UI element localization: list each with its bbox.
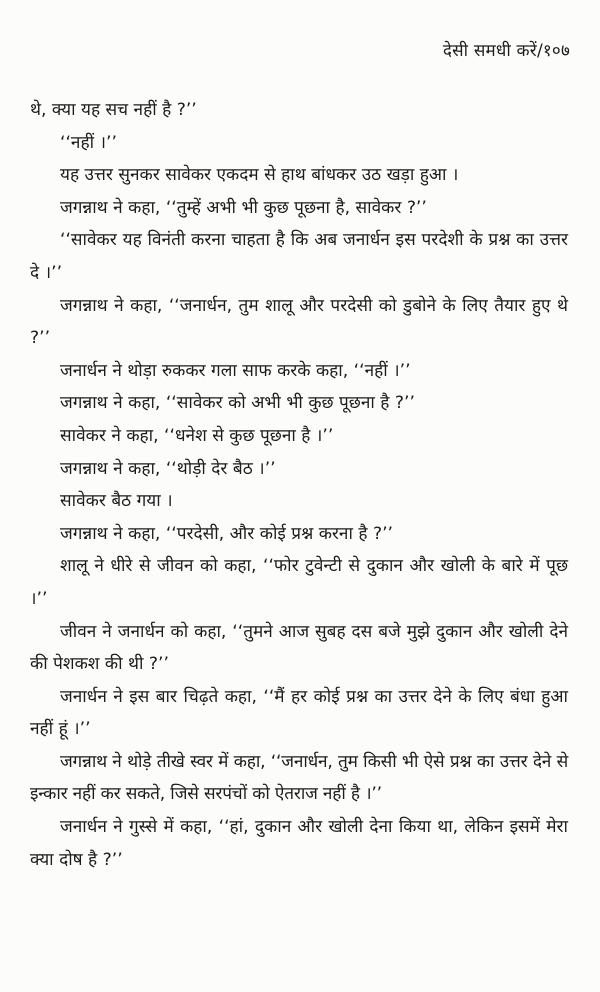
paragraph-13: शालू ने धीरे से जीवन को कहा, ‘‘फोर टुवेन्टी से दुकान और खोली के बारे में पूछ ।’’ (30, 556, 568, 609)
paragraph-17: जनार्धन ने गुस्से में कहा, ‘‘हां, दुकान और खोली देना किया था, लेकिन इसमें मेरा क्या दोष है ?’’ (30, 817, 568, 870)
paragraph-16: जगन्नाथ ने थोड़े तीखे स्वर में कहा, ‘‘जनार्धन, तुम किसी भी ऐसे प्रश्न का उत्तर देने से इन्कार नहीं कर सकते, जिसे सरपंचों को ऐतराज नहीं है ।’’ (30, 751, 568, 805)
running-header: देसी समधी करें/१०७ (442, 41, 570, 61)
paragraph-15: जनार्धन ने इस बार चिढ़ते कहा, ‘‘मैं हर कोई प्रश्न का उत्तर देने के लिए बंधा हुआ नहीं हूं ।’’ (30, 686, 568, 740)
paragraph-1: थे, क्या यह सच नहीं है ?’’ (30, 100, 197, 120)
paragraph-3: यह उत्तर सुनकर सावेकर एकदम से हाथ बांधकर उठ खड़ा हुआ । (60, 165, 459, 186)
paragraph-4: जगन्नाथ ने कहा, ‘‘तुम्हें अभी भी कुछ पूछना है, सावेकर ?’’ (60, 197, 427, 218)
page-body (30, 94, 568, 876)
paragraph-11: सावेकर बैठ गया । (60, 491, 173, 512)
paragraph-12: जगन्नाथ ने कहा, ‘‘परदेसी, और कोई प्रश्न करना है ?’’ (60, 523, 394, 544)
paragraph-9: सावेकर ने कहा, ‘‘धनेश से कुछ पूछना है ।’’ (60, 425, 334, 446)
paragraph-5: ‘‘सावेकर यह विनंती करना चाहता है कि अब जनार्धन इस परदेशी के प्रश्न का उत्तर दे ।’’ (30, 230, 568, 283)
paragraph-10: जगन्नाथ ने कहा, ‘‘थोड़ी देर बैठ ।’’ (60, 458, 276, 479)
paragraph-2: ‘‘नहीं ।’’ (60, 132, 117, 153)
paragraph-6: जगन्नाथ ने कहा, ‘‘जनार्धन, तुम शालू और परदेसी को डुबोने के लिए तैयार हुए थे ?’’ (30, 295, 568, 349)
paragraph-14: जीवन ने जनार्धन को कहा, ‘‘तुमने आज सुबह दस बजे मुझे दुकान और खोली देने की पेशकश की थी ?’’ (30, 621, 568, 675)
paragraph-8: जगन्नाथ ने कहा, ‘‘सावेकर को अभी भी कुछ पूछना है ?’’ (60, 393, 415, 414)
paragraph-7: जनार्धन ने थोड़ा रुककर गला साफ करके कहा, ‘‘नहीं ।’’ (60, 360, 411, 381)
